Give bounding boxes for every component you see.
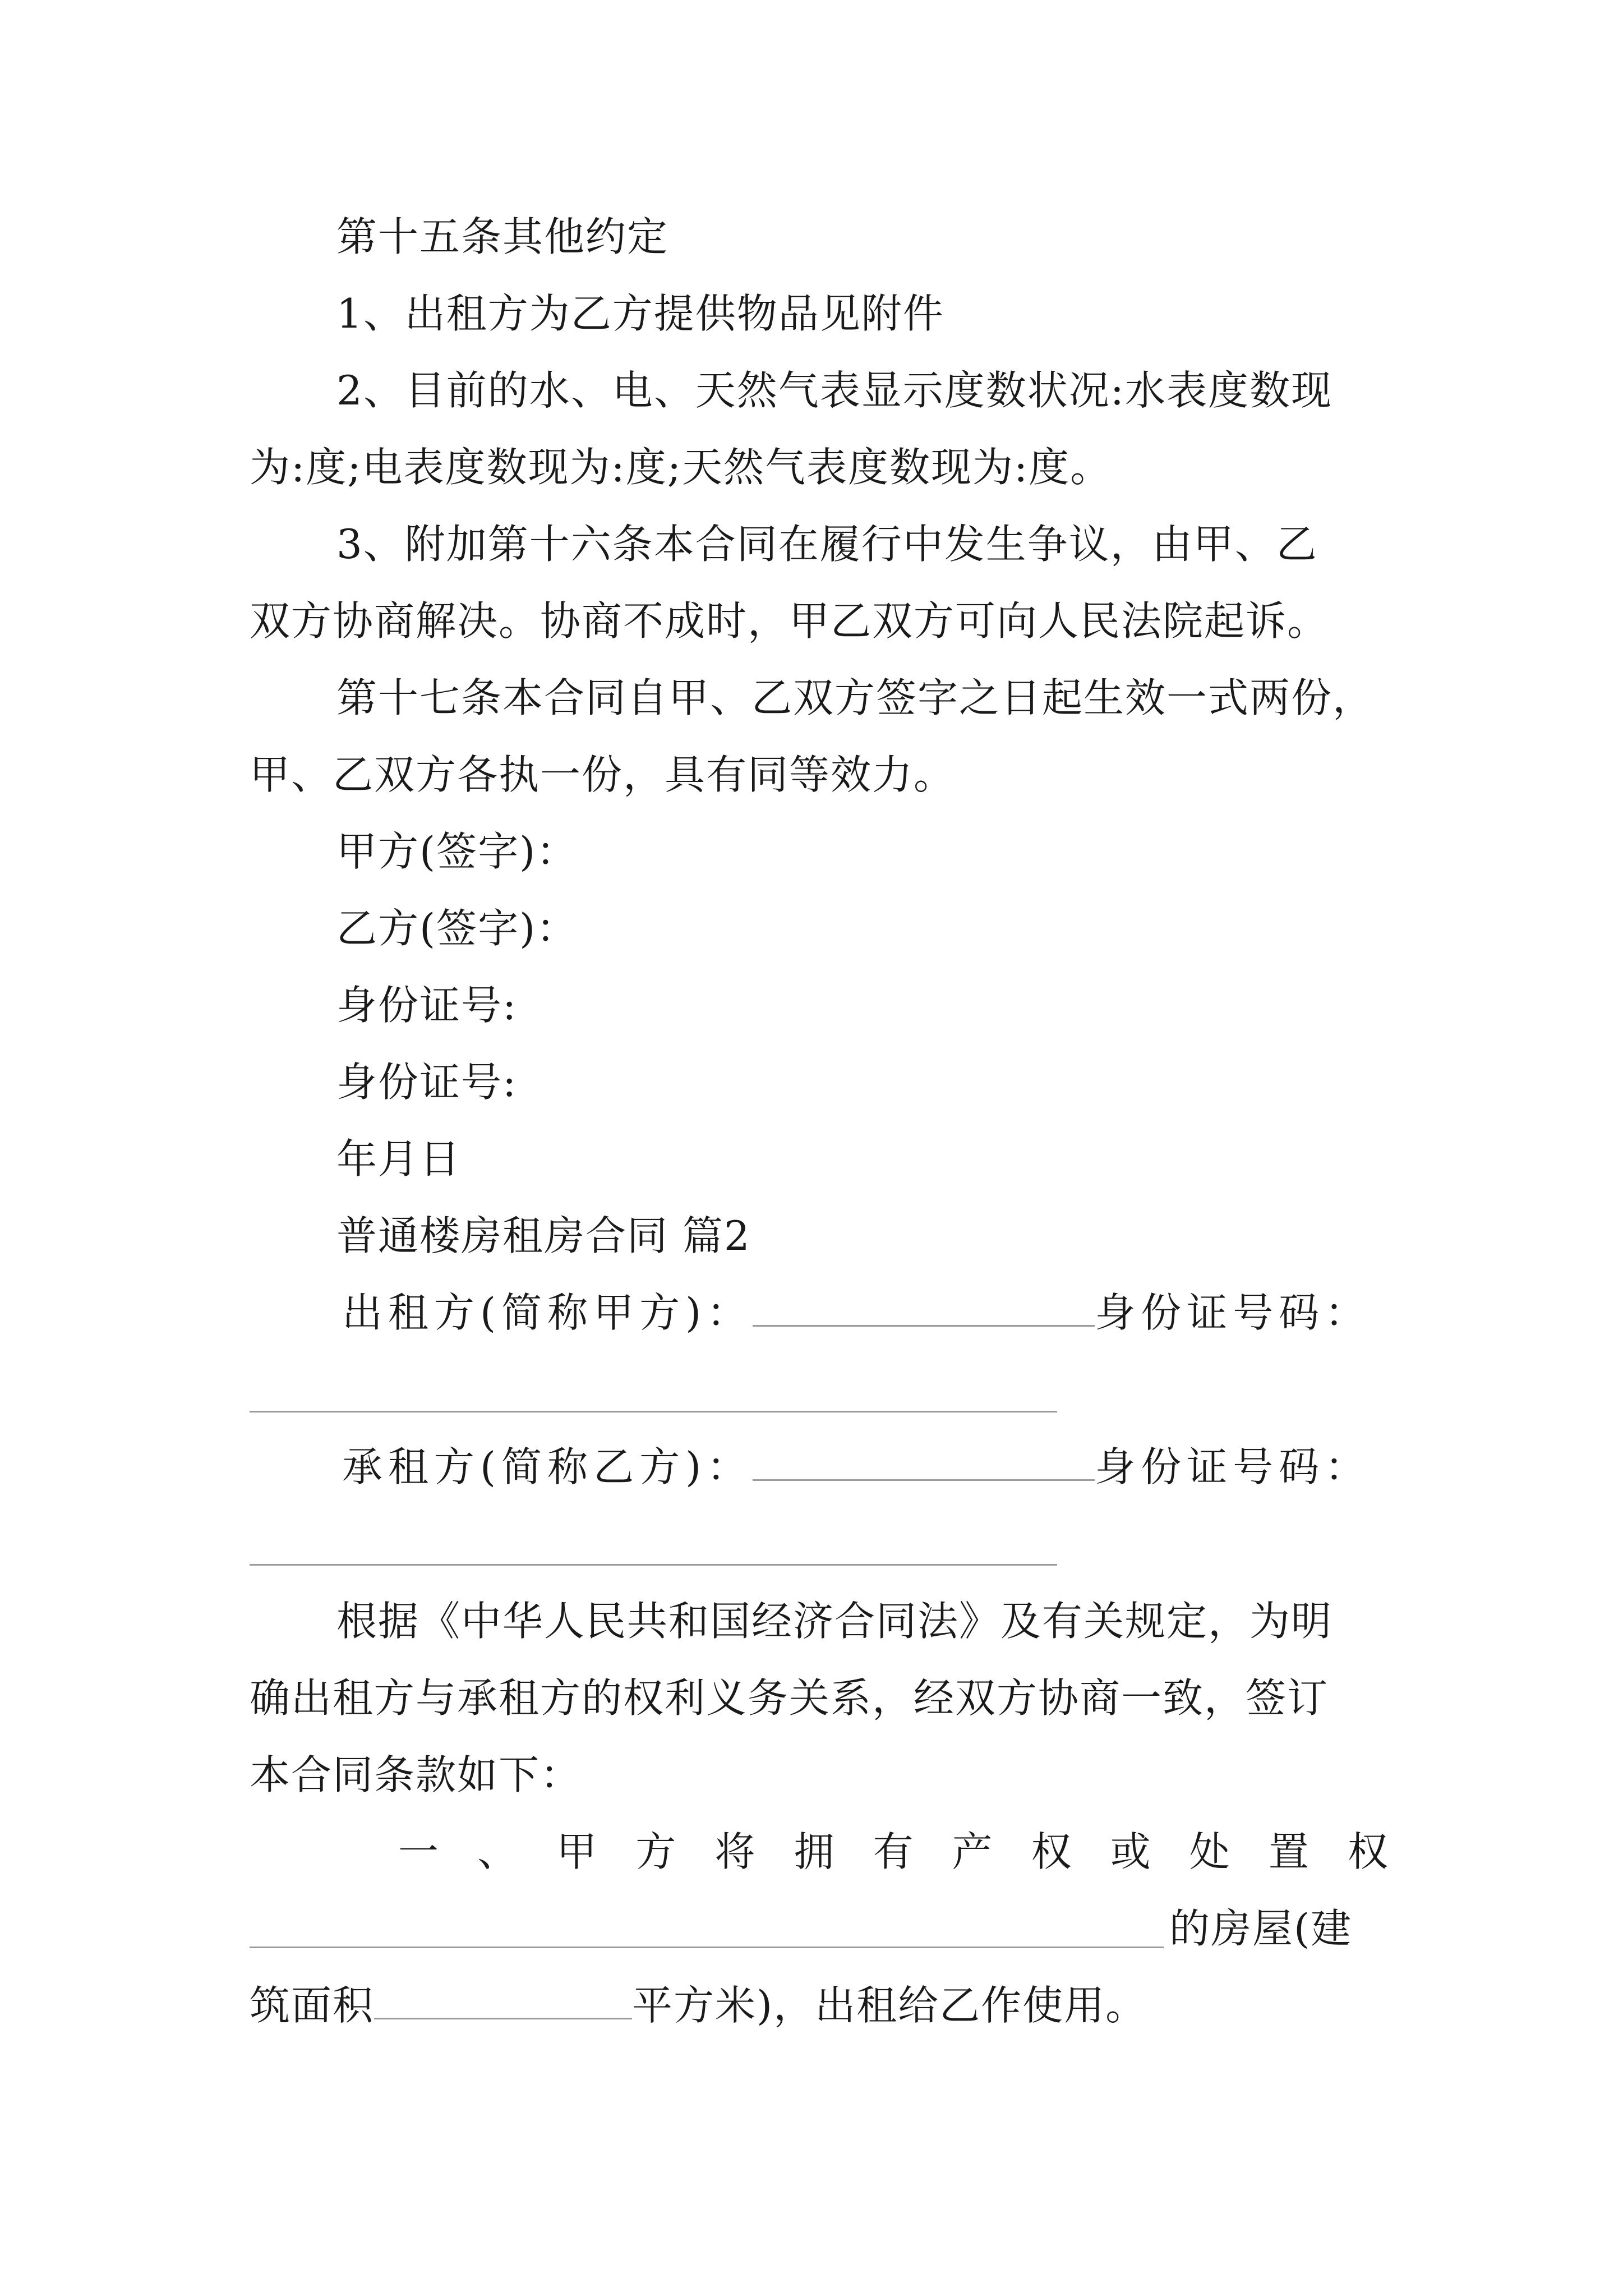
article-15-heading: 第十五条其他约定	[336, 213, 669, 260]
clause-1-char: 或	[1110, 1828, 1151, 1875]
clause-1-char: 有	[873, 1828, 914, 1875]
item-2-text-cont: 为:度;电表度数现为:度;天然气表度数现为:度。	[250, 444, 1112, 491]
intro-text-cont-1: 确出租方与承租方的权利义务关系，经双方协商一致，签订	[250, 1674, 1329, 1722]
area-suffix: 平方米)，出租给乙作使用。	[632, 1982, 1147, 2029]
item-1-text: 1、出租方为乙方提供物品见附件	[336, 290, 944, 337]
lessee-name-blank[interactable]	[753, 1446, 1095, 1481]
clause-1-char: 权	[1347, 1828, 1388, 1875]
lessee-line	[342, 1442, 1371, 1492]
id-number-label-b: 身份证号:	[336, 1059, 518, 1106]
item-2-text: 2、目前的水、电、天然气表显示度数状况:水表度数现	[336, 367, 1333, 414]
date-label: 年月日	[336, 1135, 462, 1182]
clause-1-char: 拥	[794, 1828, 834, 1875]
section-title: 普通楼房租房合同 篇2	[336, 1212, 751, 1259]
article-17-text-cont: 甲、乙双方各执一份，具有同等效力。	[250, 751, 956, 798]
clause-1-char: 将	[714, 1828, 755, 1875]
clause-1-char: 方	[635, 1828, 676, 1875]
item-3-text-cont: 双方协商解决。协商不成时，甲乙双方可向人民法院起诉。	[250, 597, 1329, 645]
lessee-label: 承租方(简称乙方)：	[342, 1443, 753, 1490]
clause-1-char: 产	[952, 1828, 993, 1875]
clause-1-char: 一	[398, 1828, 439, 1875]
lessee-id-blank[interactable]	[250, 1564, 1057, 1566]
intro-text-cont-2: 本合同条款如下：	[250, 1751, 582, 1798]
lessor-line	[342, 1287, 1371, 1338]
clause-1-char: 甲	[556, 1828, 597, 1875]
id-number-label-a: 身份证号:	[336, 982, 518, 1029]
property-blank[interactable]	[250, 1947, 1164, 1948]
intro-text: 根据《中华人民共和国经济合同法》及有关规定，为明	[336, 1598, 1333, 1645]
lessor-id-label: 身份证号码：	[1095, 1289, 1371, 1336]
article-17-text: 第十七条本合同自甲、乙双方签字之日起生效一式两份，	[336, 674, 1375, 721]
clause-1-line	[398, 1826, 1388, 1877]
clause-1-area-line	[250, 1980, 1147, 2031]
clause-1-char: 、	[477, 1828, 518, 1875]
lessor-label: 出租方(简称甲方)：	[342, 1289, 753, 1336]
lessor-name-blank[interactable]	[753, 1291, 1095, 1327]
clause-1-char: 置	[1268, 1828, 1309, 1875]
lessor-id-blank[interactable]	[250, 1411, 1057, 1412]
clause-1-char: 权	[1031, 1828, 1072, 1875]
lessee-id-label: 身份证号码：	[1095, 1443, 1371, 1490]
party-b-signature-label: 乙方(签字)：	[336, 905, 578, 952]
area-blank[interactable]	[374, 1984, 632, 2019]
item-3-text: 3、附加第十六条本合同在履行中发生争议，由甲、乙	[336, 521, 1318, 568]
area-prefix: 筑面积	[250, 1982, 375, 2029]
clause-1-char: 处	[1189, 1828, 1230, 1875]
clause-1-house: 的房屋(建	[1169, 1905, 1353, 1952]
party-a-signature-label: 甲方(签字)：	[336, 828, 578, 875]
